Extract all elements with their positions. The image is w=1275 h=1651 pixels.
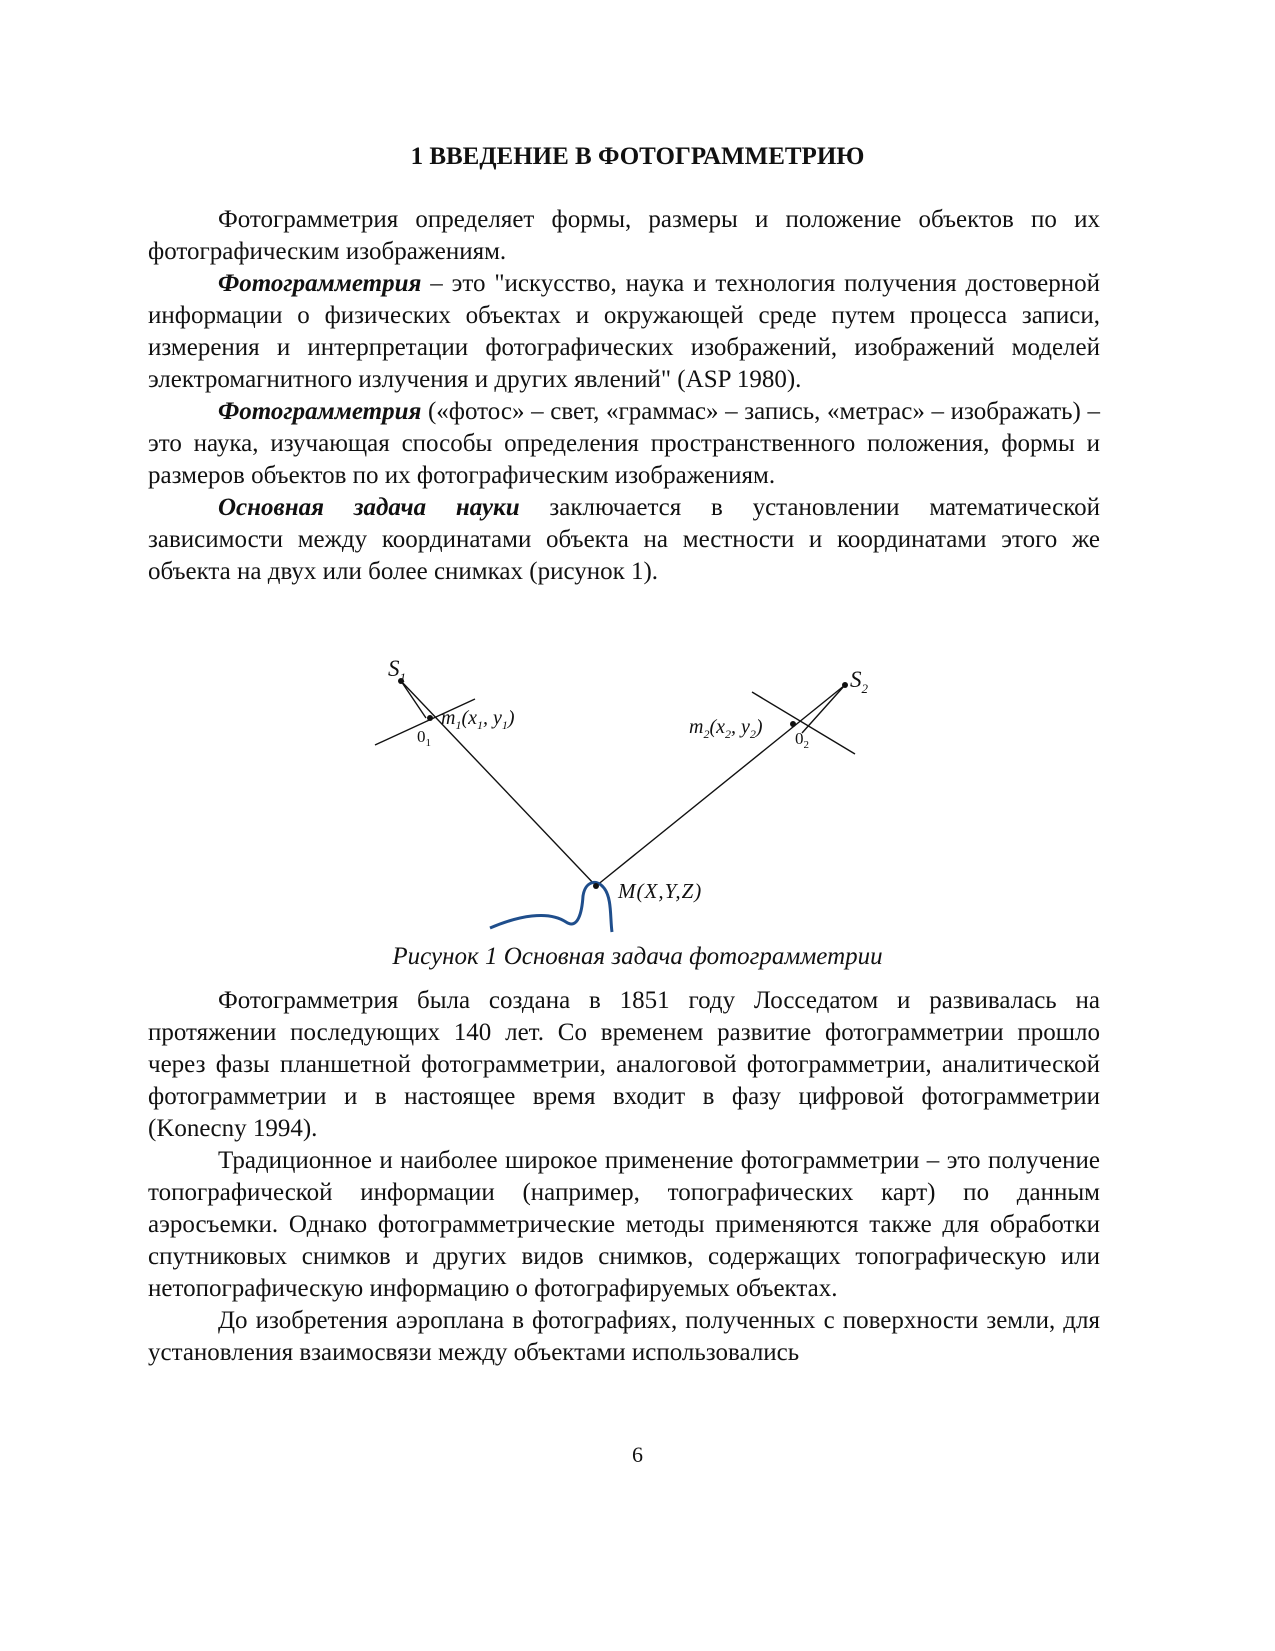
paragraph-before-airplane: До изобретения аэроплана в фотографиях, полученных с поверхности земли, для установления взаимосвязи между объектами использовались <box>148 1307 1100 1366</box>
label-o2: $0_2$ <box>795 729 809 751</box>
label-s2: $S_2$ <box>850 667 868 696</box>
term-photogrammetry-2: Фотограмметрия <box>218 398 422 425</box>
paragraph-definition: Фотограмметрия определяет формы, размеры и положение объектов по их фотографическим изображениям. <box>148 206 1100 265</box>
paragraph-etymology <box>148 396 1100 492</box>
point-m <box>593 883 599 889</box>
term-main-task: Основная задача науки <box>218 494 520 521</box>
label-m1: $m_1(x_1$, $y_1$) <box>441 707 515 732</box>
paragraph-main-task <box>148 492 1100 588</box>
stereo-diagram <box>340 658 900 944</box>
figure-caption: Рисунок 1 Основная задача фотограмметрии <box>392 943 883 970</box>
paragraph-history: Фотограмметрия была создана в 1851 году Лосседатом и развивалась на протяжении последующих 140 лет. Со временем развитие фотограмметрии прошло через фазы планшетной фотограмметрии, аналоговой фотограмметрии, аналитической фотограмметрии и в настоящее время входит в фазу цифровой фотограмметрии (Konecny 1994). <box>148 987 1100 1142</box>
ray-s2-o2 <box>802 685 845 733</box>
point-o2 <box>790 721 796 727</box>
paragraph-asp-text: – это "искусство, наука и технология получения достоверной информации о физических объектах и окружающей среде путем процесса записи, измерения и интерпретации фотографических изображений, изображений моделей электромагнитного излучения и других явлений" (ASP 1980). <box>148 270 1100 393</box>
label-m2: $m_2(x_2$, $y_2$) <box>689 716 763 741</box>
page-number: 6 <box>632 1442 643 1467</box>
paragraph-main-task-text: заключается в установлении математической зависимости между координатами объекта на местности и координатами этого же объекта на двух или более снимках (рисунок 1). <box>148 494 1100 585</box>
paragraph-etymology-text: («фотос» – свет, «граммас» – запись, «метрас» – изображать) – это наука, изучающая способы определения пространственного положения, формы и размеров объектов по их фотографическим изображениям. <box>148 398 1100 489</box>
point-s2 <box>842 682 848 688</box>
terrain-curve <box>490 882 612 932</box>
ray-s1-o1 <box>401 681 426 718</box>
label-s1: $S_1$ <box>388 658 406 685</box>
label-point-m: M(X,Y,Z) <box>618 879 703 903</box>
figure-1 <box>340 658 900 944</box>
chapter-heading: 1 ВВЕДЕНИЕ В ФОТОГРАММЕТРИЮ <box>410 143 865 170</box>
label-o1: $0_1$ <box>417 727 431 749</box>
paragraph-asp-definition <box>148 268 1100 396</box>
paragraph-applications: Традиционное и наиболее широкое применение фотограмметрии – это получение топографической информации (например, топографических карт) по данным аэросъемки. Однако фотограмметрические методы применяются также для обработки спутниковых снимков и других видов снимков, содержащих топографическую или нетопографическую информацию о фотографируемых объектах. <box>148 1147 1100 1302</box>
intro-text <box>148 204 1100 588</box>
history-text <box>148 985 1100 1369</box>
term-photogrammetry: Фотограмметрия <box>218 270 422 297</box>
point-o1 <box>427 715 433 721</box>
